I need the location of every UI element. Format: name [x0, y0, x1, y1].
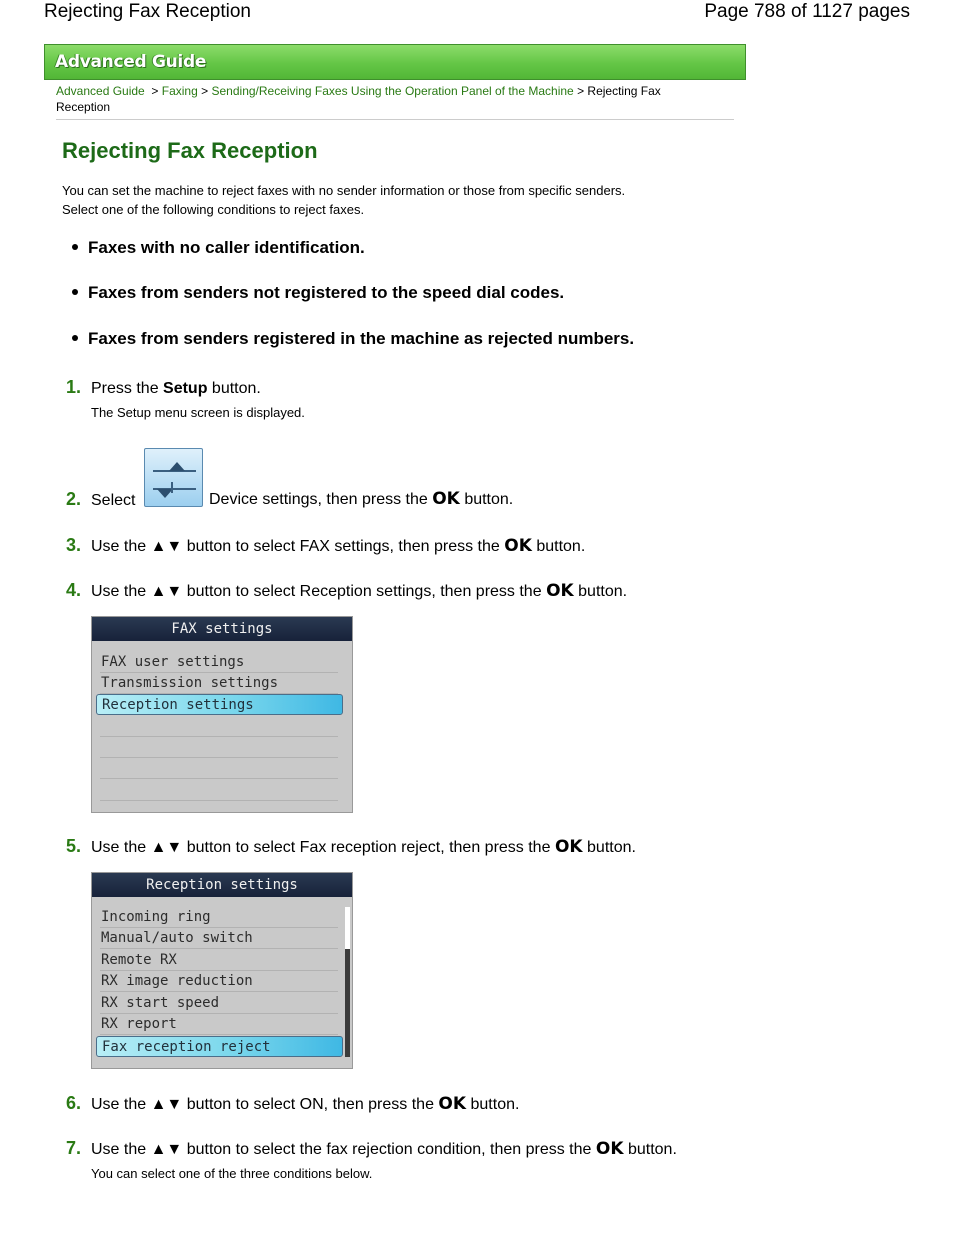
menu-item: Incoming ring — [100, 907, 338, 928]
bullet-dot — [72, 335, 78, 341]
bullet-item — [72, 283, 564, 303]
breadcrumb — [56, 83, 716, 115]
step-3 — [66, 535, 585, 556]
intro-line: Select one of the following conditions to reject faxes. — [62, 202, 365, 217]
ok-button-label: OK — [546, 581, 574, 601]
breadcrumb-link-faxing[interactable]: Faxing — [161, 84, 198, 98]
ok-button-label: OK — [595, 1139, 624, 1159]
setup-button-label: Setup — [163, 380, 208, 397]
bullet-text: Faxes from senders not registered to the speed dial codes. — [88, 283, 565, 302]
banner-label: Advanced Guide — [55, 52, 207, 72]
step-text: button to select the fax rejection condition, then press the — [186, 1141, 592, 1158]
intro-text — [62, 181, 625, 219]
breadcrumb-separator: > — [201, 84, 209, 98]
step-number: 3. — [66, 535, 82, 555]
page-info: Page 788 of 1127 pages — [704, 1, 910, 22]
breadcrumb-separator: > — [577, 84, 585, 98]
step-4 — [66, 580, 627, 601]
bullet-dot — [72, 244, 78, 250]
divider — [56, 119, 734, 120]
menu-item: RX start speed — [100, 993, 338, 1014]
menu-item: Remote RX — [100, 950, 338, 971]
up-down-arrows-icon: ▲▼ — [150, 538, 183, 555]
step-number: 5. — [66, 836, 82, 856]
step-text: Use the — [91, 1096, 147, 1113]
fax-settings-screen — [91, 616, 353, 813]
step-text: button to select FAX settings, then press the — [186, 538, 500, 555]
step-2 — [66, 489, 135, 510]
screen-title: Reception settings — [92, 873, 352, 897]
step-note: You can select one of the three conditions below. — [91, 1166, 373, 1181]
menu-item-empty — [100, 737, 338, 758]
step-text: button. — [627, 1141, 677, 1158]
bullet-dot — [72, 289, 78, 295]
ok-button-label: OK — [504, 536, 532, 556]
reception-settings-screen — [91, 872, 353, 1069]
up-down-arrows-icon: ▲▼ — [150, 1096, 183, 1113]
step-number: 7. — [66, 1138, 82, 1158]
step-text: Use the — [91, 1141, 147, 1158]
step-5 — [66, 836, 636, 857]
menu-item-selected: Fax reception reject — [96, 1036, 343, 1057]
step-text: button. — [470, 1096, 520, 1113]
step-6 — [66, 1093, 519, 1114]
breadcrumb-link-sending-receiving[interactable]: Sending/Receiving Faxes Using the Operation Panel of the Machine — [211, 84, 574, 98]
step-text: button. — [587, 839, 636, 856]
device-settings-icon — [144, 448, 203, 507]
bullet-text: Faxes from senders registered in the machine as rejected numbers. — [88, 329, 635, 348]
bullet-text: Faxes with no caller identification. — [88, 238, 365, 257]
step-text: Use the — [91, 583, 147, 600]
step-number: 4. — [66, 580, 82, 600]
ok-button-label: OK — [554, 837, 583, 857]
ok-button-label: OK — [432, 489, 460, 509]
step-note: The Setup menu screen is displayed. — [91, 405, 305, 420]
screen-title: FAX settings — [92, 617, 352, 641]
breadcrumb-separator: > — [151, 84, 159, 98]
step-number: 6. — [66, 1093, 82, 1113]
step-number: 1. — [66, 377, 82, 397]
menu-item-empty — [100, 758, 338, 779]
up-down-arrows-icon: ▲▼ — [150, 839, 183, 856]
menu-item: Manual/auto switch — [100, 928, 338, 949]
menu-item-empty — [100, 716, 338, 737]
menu-item: RX image reduction — [100, 971, 338, 992]
page-title: Rejecting Fax Reception — [62, 138, 318, 163]
step-text: Use the — [91, 839, 147, 856]
step-text: Press the — [91, 380, 164, 397]
step-text: button to select Fax reception reject, then press the — [186, 839, 551, 856]
up-down-arrows-icon: ▲▼ — [150, 1141, 183, 1158]
breadcrumb-link-advanced-guide[interactable]: Advanced Guide — [56, 84, 145, 98]
intro-line: You can set the machine to reject faxes with no sender information or those from specific senders. — [62, 183, 626, 198]
menu-item-empty — [100, 780, 338, 801]
step-number: 2. — [66, 489, 82, 509]
step-text: button. — [207, 380, 261, 397]
advanced-guide-banner — [44, 44, 746, 80]
menu-item: RX report — [100, 1014, 338, 1035]
step-text: button to select ON, then press the — [186, 1096, 434, 1113]
ok-button-label: OK — [438, 1094, 467, 1114]
step-text: button to select Reception settings, then press the — [186, 583, 542, 600]
menu-item: FAX user settings — [100, 652, 338, 673]
step-text: button. — [578, 583, 628, 600]
step-2-rest — [209, 489, 513, 509]
up-down-arrows-icon: ▲▼ — [150, 583, 183, 600]
step-text: Select — [91, 492, 136, 509]
scrollbar-thumb — [345, 949, 350, 1057]
step-text: Use the — [91, 538, 147, 555]
bullet-item — [72, 329, 634, 349]
step-1 — [66, 377, 261, 398]
step-text: button. — [464, 491, 514, 508]
step-text: Device settings, then press the — [209, 491, 428, 508]
header-title: Rejecting Fax Reception — [44, 1, 251, 22]
bullet-item — [72, 238, 365, 258]
step-7 — [66, 1138, 677, 1159]
step-text: button. — [536, 538, 586, 555]
breadcrumb-current: Rejecting Fax Reception — [56, 84, 661, 114]
menu-item-selected: Reception settings — [96, 694, 343, 715]
menu-item: Transmission settings — [100, 673, 338, 694]
